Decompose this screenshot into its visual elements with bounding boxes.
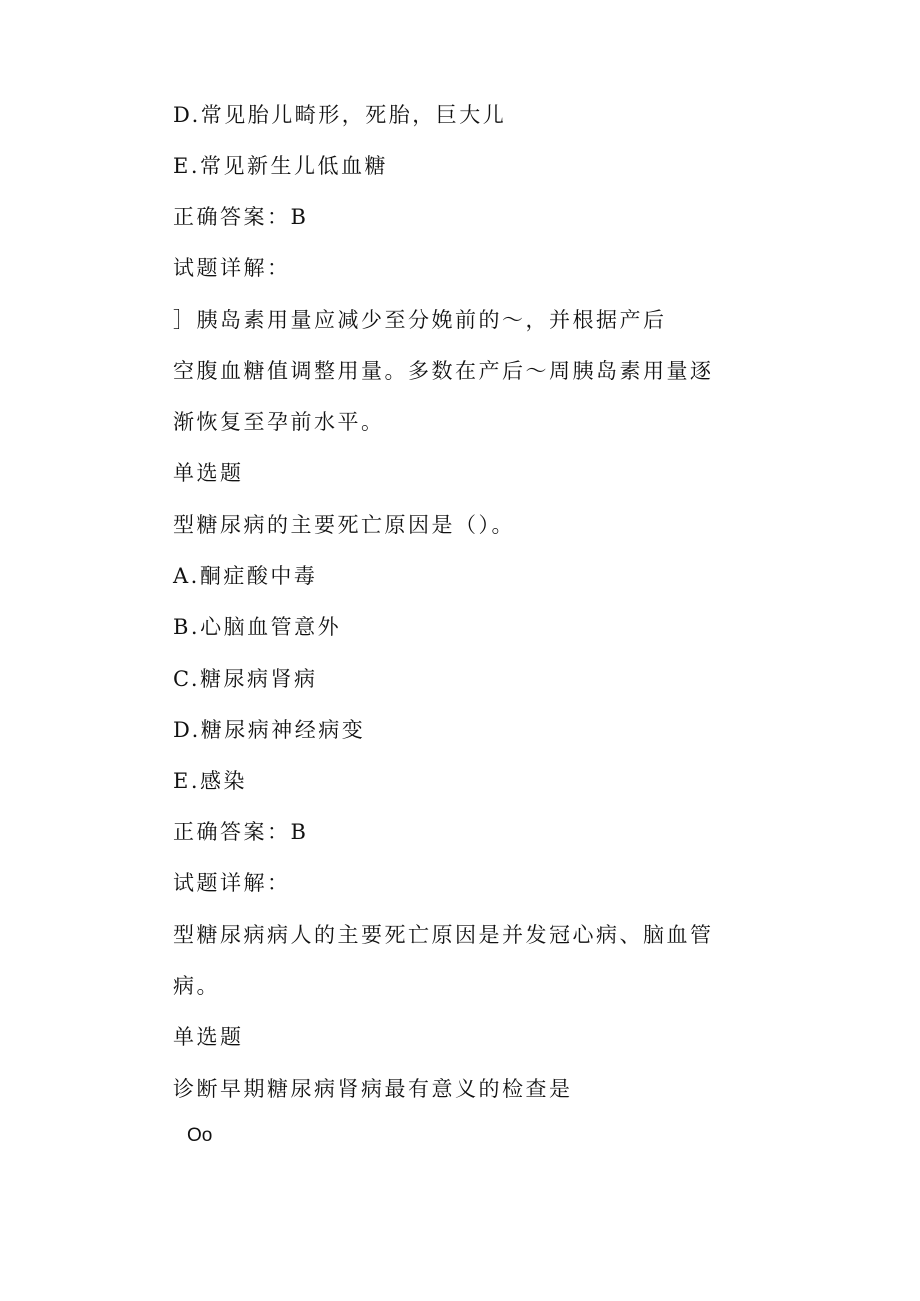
question-type-q2: 单选题: [173, 461, 244, 485]
explanation-text-q2-line1: 型糖尿病病人的主要死亡原因是并发冠心病、脑血管: [173, 923, 714, 947]
question-text-q3: 诊断早期糖尿病肾病最有意义的检查是: [173, 1077, 573, 1101]
option-e-q2: E.感染: [173, 769, 248, 793]
option-c-q2: C.糖尿病肾病: [173, 667, 318, 691]
explanation-text-q1-line1: ］胰岛素用量应减少至分娩前的～，并根据产后: [173, 308, 667, 332]
explanation-text-q2-line2: 病。: [173, 974, 220, 998]
option-a-q2: A.酮症酸中毒: [173, 564, 318, 588]
answer-q2: 正确答案：B: [173, 820, 309, 844]
question-type-q3: 单选题: [173, 1025, 244, 1049]
option-d-q1: D.常见胎儿畸形，死胎，巨大儿: [173, 103, 507, 127]
explanation-heading-q1: 试题详解：: [173, 256, 291, 280]
explanation-text-q1-line3: 渐恢复至孕前水平。: [173, 410, 385, 434]
trailing-text: Oo: [187, 1125, 213, 1146]
question-text-q2: 型糖尿病的主要死亡原因是（）。: [173, 513, 515, 537]
answer-q1: 正确答案：B: [173, 205, 309, 229]
explanation-text-q1-line2: 空腹血糖值调整用量。多数在产后～周胰岛素用量逐: [173, 359, 714, 383]
explanation-heading-q2: 试题详解：: [173, 871, 291, 895]
option-e-q1: E.常见新生儿低血糖: [173, 154, 389, 178]
option-b-q2: B.心脑血管意外: [173, 615, 342, 639]
option-d-q2: D.糖尿病神经病变: [173, 718, 366, 742]
